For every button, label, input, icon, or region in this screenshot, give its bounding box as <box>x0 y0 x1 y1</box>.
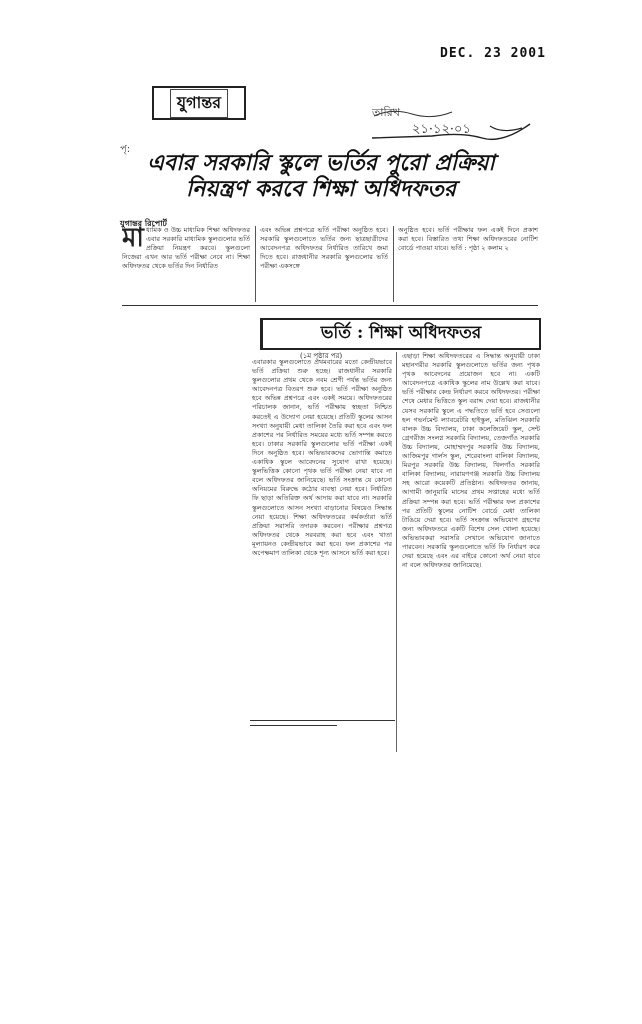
headline-line-2: নিয়ন্ত্রণ করবে শিক্ষা অধিদফতর <box>186 176 456 203</box>
newspaper-masthead <box>152 86 246 120</box>
continuation-heading: ভর্তি : শিক্ষা অধিদফতর <box>260 318 541 350</box>
edge-mark: পৃ: <box>120 144 131 155</box>
continuation-column-left: এবারকার স্কুলগুলোতে প্রথমবারের মতো কেন্দ্রীয়ভাবে ভর্তি প্রক্রিয়া শুরু হচ্ছে। রাজধানীর সরকারি স্কুলগুলোর প্রথম থেকে নবম শ্রেণী পর্যন্ত ভর্তির জন্য আবেদনপত্র বিতরণ শুরু হবে। ভর্তি পরীক্ষা অনুষ্ঠিত হবে অভিন্ন প্রশ্নপত্রে এবং একই সময়ে। অধিদফতরের পরিচালক জানান, ভর্তি পরীক্ষায় স্বচ্ছতা নিশ্চিত করতেই এ উদ্যোগ নেয়া হয়েছে। প্রতিটি স্কুলের আসন সংখ্যা অনুযায়ী মেধা তালিকা তৈরি করা হবে এবং ফল প্রকাশের পর নির্ধারিত সময়ের মধ্যে ভর্তি সম্পন্ন করতে হবে। ঢাকার সরকারি স্কুলগুলোর ভর্তি পরীক্ষা একই দিনে অনুষ্ঠিত হবে। অভিভাবকদের ভোগান্তি কমাতে একাধিক স্কুলে আবেদনের সুযোগ রাখা হয়েছে। স্কুলভিত্তিক কোনো পৃথক ভর্তি পরীক্ষা নেয়া যাবে না বলে অধিদফতর জানিয়েছে। ভর্তি সংক্রান্ত যে কোনো অনিয়মের বিরুদ্ধে কঠোর ব্যবস্থা নেয়া হবে। নির্ধারিত ফি ছাড়া অতিরিক্ত অর্থ আদায় করা যাবে না। সরকারি স্কুলগুলোতে আসন সংখ্যা বাড়ানোর বিষয়েও সিদ্ধান্ত নেয়া হয়েছে। শিক্ষা অধিদফতরের কর্মকর্তারা ভর্তি প্রক্রিয়া সরাসরি তদারক করবেন। পরীক্ষার প্রশ্নপত্র অধিদফতর থেকে সরবরাহ করা হবে এবং খাতা মূল্যায়নও কেন্দ্রীয়ভাবে করা হবে। ফল প্রকাশের পর অপেক্ষমাণ তালিকা থেকে শূন্য আসনে ভর্তি করা হবে। <box>252 358 392 557</box>
lead-article <box>122 226 538 302</box>
column-divider <box>393 226 394 302</box>
continuation-column-right: এছাড়া শিক্ষা অধিদফতরের এ সিদ্ধান্ত অনুযায়ী ঢাকা মহানগরীর সরকারি স্কুলগুলোতে ভর্তির জন্য পৃথক পৃথক আবেদনের প্রয়োজন হবে না। একটি আবেদনপত্রে একাধিক স্কুলের নাম উল্লেখ করা যাবে। ভর্তি পরীক্ষার কেন্দ্র নির্ধারণ করবে অধিদফতর। পরীক্ষা শেষে মেধার ভিত্তিতে স্কুল বরাদ্দ দেয়া হবে। রাজধানীর যেসব সরকারি স্কুলে এ পদ্ধতিতে ভর্তি হবে সেগুলো হল গভর্নমেন্ট ল্যাবরেটরি হাইস্কুল, মতিঝিল সরকারি বালক উচ্চ বিদ্যালয়, ঢাকা কলেজিয়েট স্কুল, সেন্ট গ্রেগরীজ সংলগ্ন সরকারি বিদ্যালয়, তেজগাঁও সরকারি উচ্চ বিদ্যালয়, মোহাম্মদপুর সরকারি উচ্চ বিদ্যালয়, আজিমপুর গার্লস স্কুল, শেরেবাংলা বালিকা বিদ্যালয়, মিরপুর সরকারি উচ্চ বিদ্যালয়, খিলগাঁও সরকারি বালিকা বিদ্যালয়, নারায়ণগঞ্জ সরকারি উচ্চ বিদ্যালয় সহ আরো কয়েকটি প্রতিষ্ঠান। অধিদফতর জানায়, আগামী জানুয়ারি মাসের প্রথম সপ্তাহের মধ্যে ভর্তি প্রক্রিয়া সম্পন্ন করা হবে। ভর্তি পরীক্ষার ফল প্রকাশের পর প্রতিটি স্কুলের নোটিশ বোর্ডে মেধা তালিকা টাঙিয়ে দেয়া হবে। ভর্তি সংক্রান্ত অভিযোগ গ্রহণের জন্য অধিদফতরে একটি বিশেষ সেল খোলা হয়েছে। অভিভাবকরা সরাসরি সেখানে অভিযোগ জানাতে পারবেন। সরকারি স্কুলগুলোতে ভর্তি ফি নির্ধারণ করে দেয়া হয়েছে এবং এর বাইরে কোনো অর্থ নেয়া যাবে না বলে অধিদফতর জানিয়েছে। <box>402 352 540 570</box>
masthead-label: যুগান্তর <box>170 89 228 118</box>
column-divider <box>255 226 256 302</box>
headline <box>96 150 546 203</box>
handwritten-date: ২১·১২·০১ <box>412 122 471 137</box>
section-rule <box>122 305 538 306</box>
end-rule <box>250 720 395 721</box>
headline-line-1: এবার সরকারি স্কুলে ভর্তির পুরো প্রক্রিয়া <box>147 150 495 176</box>
lead-column-3: অনুষ্ঠিত হবে। ভর্তি পরীক্ষার ফল একই দিনে প্রকাশ করা হবে। বিস্তারিত তথ্য শিক্ষা অধিদফতরের নোটিশ বোর্ডে পাওয়া যাবে। ভর্তি : পৃষ্ঠা ২ কলাম ২ <box>398 226 538 252</box>
continuation-note: (১ম পৃষ্ঠার পর) <box>300 352 343 360</box>
lead-column-2: এবং অভিন্ন প্রশ্নপত্রে ভর্তি পরীক্ষা অনুষ্ঠিত হবে। সরকারি স্কুলগুলোতে ভর্তির জন্য ছাত্রছাত্রীদের আবেদনপত্র অধিদফতর নির্ধারিত তারিখে জমা দিতে হবে। রাজধানীর সরকারি স্কুলগুলোর ভর্তি পরীক্ষা একসঙ্গে <box>260 226 388 270</box>
end-rule <box>250 725 337 726</box>
dropcap: মা <box>122 226 144 253</box>
lead-column-1-text: ধ্যমিক ও উচ্চ মাধ্যমিক শিক্ষা অধিদফতর এবার সরকারি মাধ্যমিক স্কুলগুলোর ভর্তি প্রক্রিয়া নিয়ন্ত্রণ করবে। স্কুলগুলো নিজেরা এখন আর ভর্তি পরীক্ষা নেবে না। শিক্ষা অধিদফতর থেকে ভর্তির দিন নির্ধারিত <box>122 226 250 270</box>
column-divider <box>396 352 397 752</box>
date-stamp: DEC. 23 2001 <box>440 46 546 61</box>
handwritten-note <box>372 104 532 152</box>
lead-column-1 <box>122 226 250 271</box>
byline: যুগান্তর রিপোর্ট <box>120 219 167 228</box>
end-rules <box>250 720 395 730</box>
handwritten-label: তারিখ <box>372 106 400 119</box>
